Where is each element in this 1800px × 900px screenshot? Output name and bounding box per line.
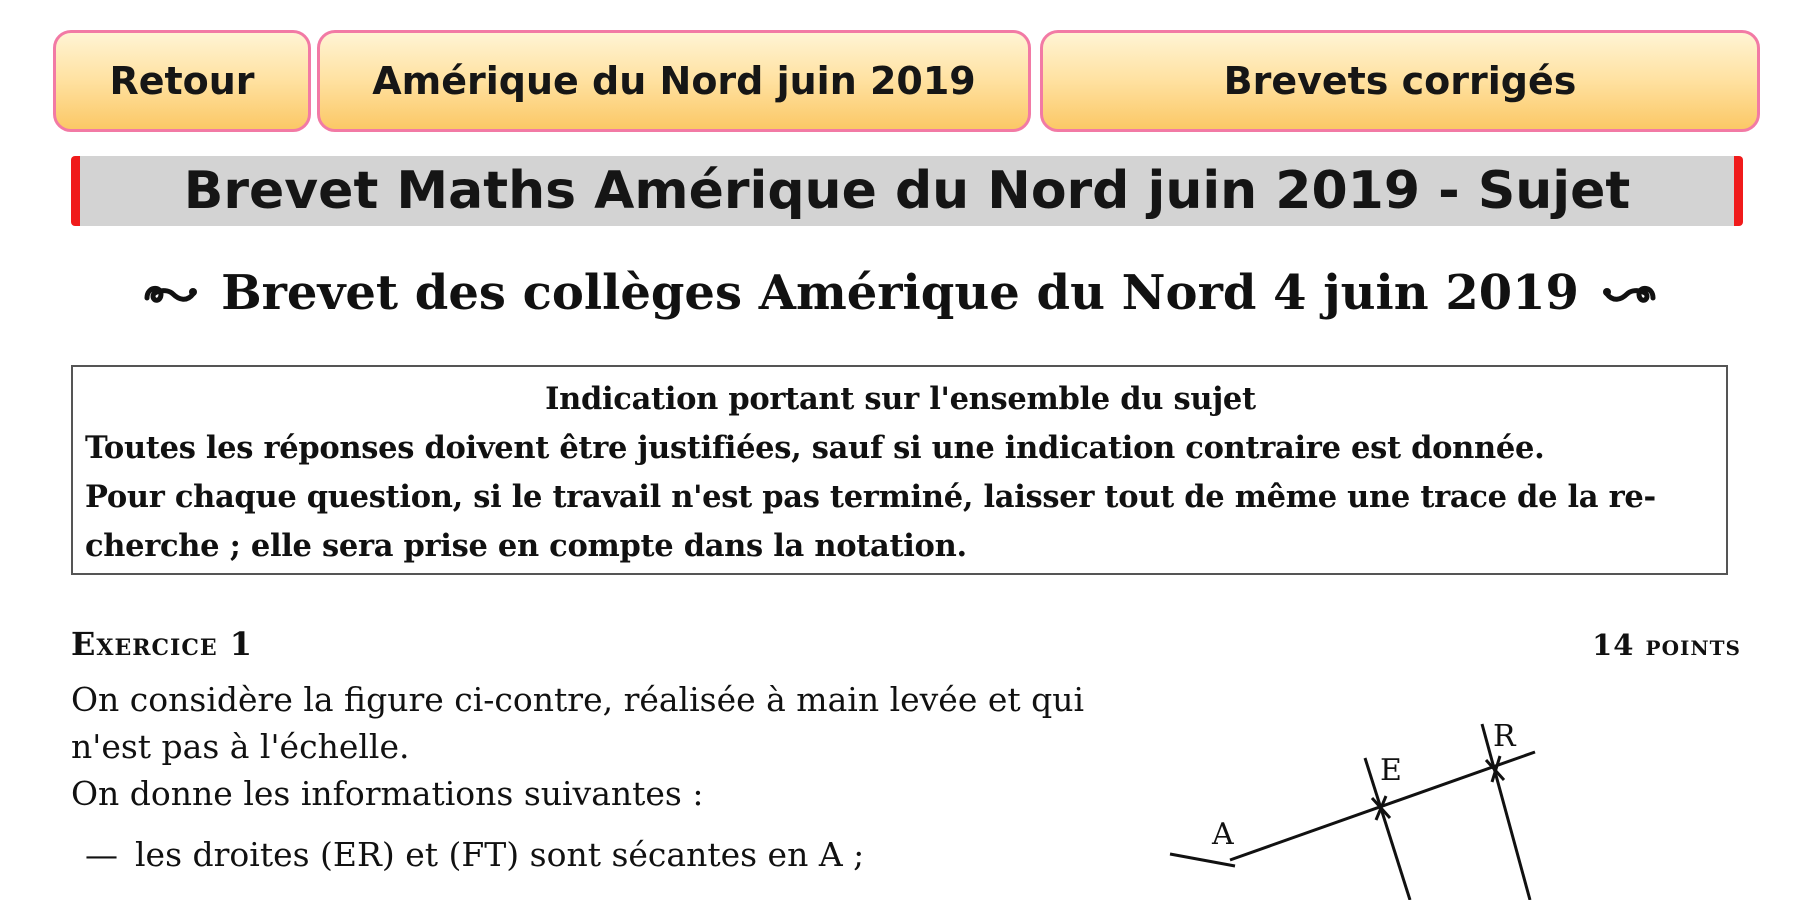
bullet-dash: —: [85, 835, 118, 874]
exercise-bullet: [71, 831, 1131, 878]
back-button[interactable]: Retour: [53, 30, 311, 132]
instructions-box: [71, 365, 1728, 575]
geometry-figure: [1160, 710, 1560, 900]
left-ornament-icon: [143, 278, 197, 308]
line-through-a: [1170, 854, 1235, 866]
right-ornament-icon: [1603, 278, 1657, 308]
document-title-text: Brevet des collèges Amérique du Nord 4 juin 2019: [221, 265, 1579, 321]
point-label-r: R: [1493, 719, 1516, 754]
point-label-a: A: [1212, 817, 1234, 852]
exercise-title: Exercice 1: [71, 625, 253, 663]
document-title: [0, 258, 1800, 328]
instructions-heading: Indication portant sur l'ensemble du sujet: [545, 381, 1256, 417]
exercise-text-line: On considère la figure ci-contre, réalisée à main levée et qui: [71, 680, 1085, 719]
exercise-body: [71, 676, 1131, 878]
exercise-points: 14 points: [1592, 628, 1741, 662]
bullet-text: les droites (ER) et (FT) sont sécantes en A ;: [135, 835, 865, 874]
exercise-text-line: On donne les informations suivantes :: [71, 774, 704, 813]
instructions-line: cherche ; elle sera prise en compte dans la notation.: [85, 528, 967, 564]
corrected-exams-button[interactable]: Brevets corrigés: [1040, 30, 1760, 132]
page-title: Brevet Maths Amérique du Nord juin 2019 - Sujet: [71, 156, 1743, 226]
top-navigation: [53, 30, 1760, 136]
instructions-line: Pour chaque question, si le travail n'est pas terminé, laisser tout de même une trace de la re-: [85, 479, 1656, 515]
exercise-text-line: n'est pas à l'échelle.: [71, 727, 410, 766]
region-session-button[interactable]: Amérique du Nord juin 2019: [317, 30, 1031, 132]
point-label-e: E: [1380, 753, 1402, 788]
instructions-line: Toutes les réponses doivent être justifiées, sauf si une indication contraire est donnée.: [85, 430, 1545, 466]
exercise-header: [71, 625, 1741, 675]
